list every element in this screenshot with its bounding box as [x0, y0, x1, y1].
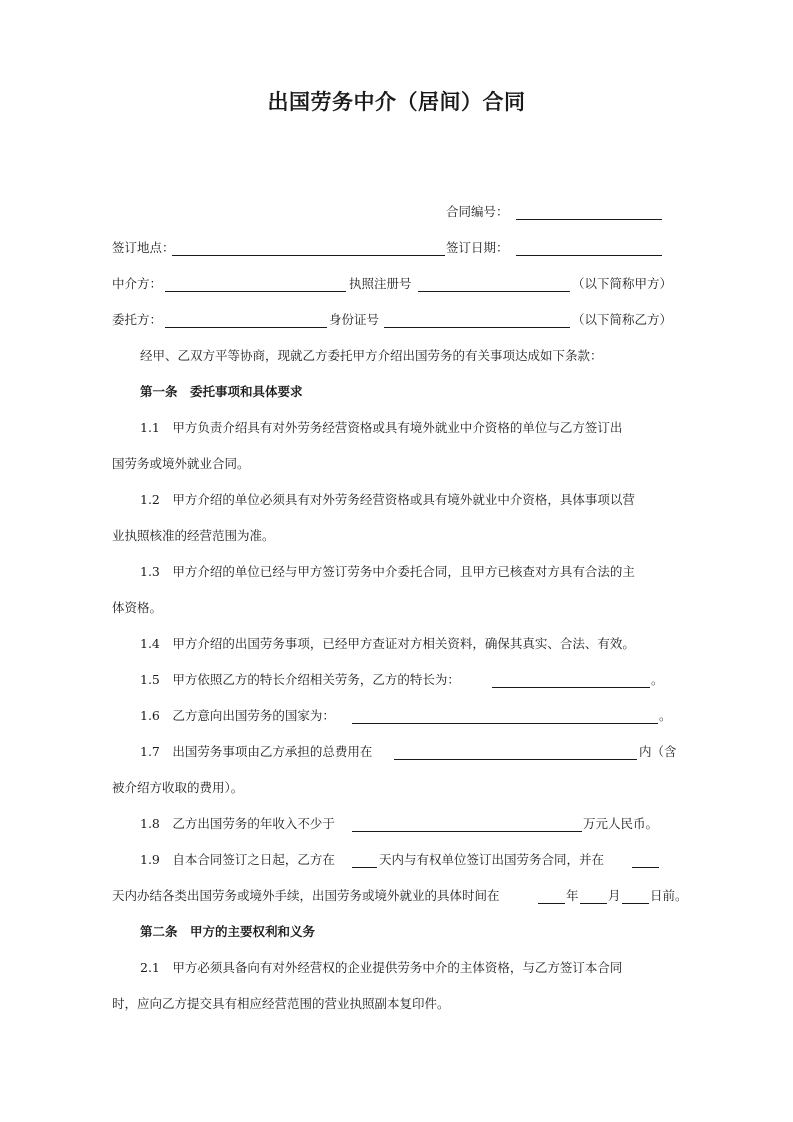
- clause-2-1: 2.1 甲方必须具备向有对外经营权的企业提供劳务中介的主体资格，与乙方签订本合同: [140, 960, 623, 975]
- intermediary-field[interactable]: [165, 291, 346, 292]
- procedure-days-field[interactable]: [632, 867, 659, 868]
- clause-1-7: 1.7 出国劳务事项由乙方承担的总费用在: [140, 744, 373, 759]
- clause-1-7-end: 内（含: [639, 744, 677, 759]
- specialty-field[interactable]: [492, 687, 650, 688]
- clause-1-2: 1.2 甲方介绍的单位必须具有对外劳务经营资格或具有境外就业中介资格，具体事项以营: [140, 492, 635, 507]
- party-b-note: （以下简称乙方）: [572, 312, 673, 327]
- contract-no-label: 合同编号：: [446, 204, 509, 219]
- clause-1-2-cont: 业执照核准的经营范围为准。: [112, 528, 275, 543]
- country-field[interactable]: [352, 723, 658, 724]
- clause-1-3: 1.3 甲方介绍的单位已经与甲方签订劳务中介委托合同，且甲方已核查对方具有合法的主: [140, 564, 635, 579]
- intro-paragraph: 经甲、乙双方平等协商，现就乙方委托甲方介绍出国劳务的有关事项达成如下条款：: [140, 348, 603, 363]
- party-a-note: （以下简称甲方）: [572, 276, 673, 291]
- clause-1-6-end: 。: [659, 708, 672, 723]
- article2-heading: 第二条 甲方的主要权利和义务: [140, 924, 316, 939]
- sign-place-field[interactable]: [172, 255, 445, 256]
- clause-1-7-cont: 被介绍方收取的费用）。: [112, 780, 244, 795]
- month-label: 月: [608, 888, 621, 903]
- sign-place-label: 签订地点：: [112, 240, 175, 255]
- client-field[interactable]: [165, 327, 327, 328]
- id-label: 身份证号: [329, 312, 380, 327]
- clause-2-1-cont: 时，应向乙方提交具有相应经营范围的营业执照副本复印件。: [112, 996, 450, 1011]
- year-label: 年: [566, 888, 579, 903]
- clause-1-9: 1.9 自本合同签订之日起，乙方在: [140, 852, 335, 867]
- license-field[interactable]: [418, 291, 570, 292]
- sign-days-field[interactable]: [352, 867, 377, 868]
- client-label: 委托方：: [112, 312, 163, 327]
- clause-1-5: 1.5 甲方依照乙方的特长介绍相关劳务，乙方的特长为：: [140, 672, 460, 687]
- annual-income-field[interactable]: [352, 831, 582, 832]
- deadline-month-field[interactable]: [580, 903, 607, 904]
- article1-heading: 第一条 委托事项和具体要求: [140, 384, 303, 399]
- contract-no-field[interactable]: [516, 219, 662, 220]
- document-title: 出国劳务中介（居间）合同: [267, 90, 526, 114]
- sign-date-field[interactable]: [516, 255, 662, 256]
- deadline-day-field[interactable]: [622, 903, 649, 904]
- clause-1-1: 1.1 甲方负责介绍具有对外劳务经营资格或具有境外就业中介资格的单位与乙方签订出: [140, 420, 623, 435]
- deadline-year-field[interactable]: [538, 903, 565, 904]
- clause-1-9-cont: 天内办结各类出国劳务或境外手续，出国劳务或境外就业的具体时间在: [112, 888, 500, 903]
- sign-date-label: 签订日期：: [446, 240, 509, 255]
- total-fee-field[interactable]: [394, 759, 637, 760]
- intermediary-label: 中介方：: [112, 276, 163, 291]
- clause-1-8-end: 万元人民币。: [583, 816, 659, 831]
- license-label: 执照注册号: [349, 276, 412, 291]
- id-field[interactable]: [384, 327, 570, 328]
- clause-1-6: 1.6 乙方意向出国劳务的国家为：: [140, 708, 335, 723]
- clause-1-8: 1.8 乙方出国劳务的年收入不少于: [140, 816, 335, 831]
- clause-1-1-cont: 国劳务或境外就业合同。: [112, 456, 250, 471]
- clause-1-3-cont: 体资格。: [112, 600, 163, 615]
- clause-1-4: 1.4 甲方介绍的出国劳务事项，已经甲方查证对方相关资料，确保其真实、合法、有效。: [140, 636, 635, 651]
- clause-1-9-mid: 天内与有权单位签订出国劳务合同，并在: [379, 852, 605, 867]
- clause-1-5-end: 。: [651, 672, 664, 687]
- day-label: 日前。: [650, 888, 688, 903]
